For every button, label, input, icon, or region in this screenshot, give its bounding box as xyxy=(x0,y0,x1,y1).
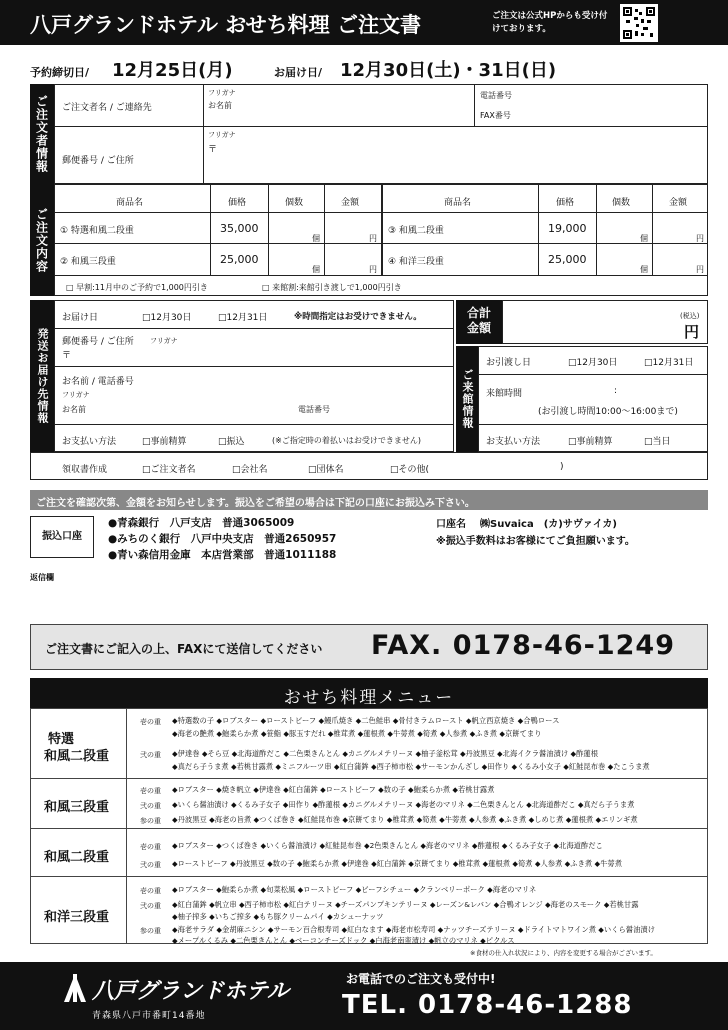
total-label-line1: 合計 xyxy=(466,306,491,320)
receipt-label: 領収書作成 xyxy=(62,465,108,475)
item-2-price: 25,000 xyxy=(220,253,259,266)
menu-set-3-items-2: ◆ローストビーフ ◆丹波黒豆 ◆数の子 ◆鮑柔らか煮 ◆伊達巻 ◆紅白蒲鉾 ◆京餅てまり ◆椎茸煮 ◆蓮根煮 ◆筍煮 ◆人参煮 ◆ふき煮 ◆牛蒡煮 xyxy=(172,859,623,868)
menu-set-1-name2: 和風二段重 xyxy=(44,749,110,764)
item-2-count-unit[interactable]: 個 xyxy=(312,265,320,274)
reply-label: 返信欄 xyxy=(30,573,54,582)
visit-time-label: 来館時間 xyxy=(486,389,523,399)
col-header-name-right: 商品名 xyxy=(444,198,472,208)
visit-time-note: (お引渡し時間10:00〜16:00まで) xyxy=(538,407,678,417)
orderer-furigana: フリガナ xyxy=(208,89,236,97)
menu-note: ※食材の仕入れ状況により、内容を変更する場合がございます。 xyxy=(470,949,657,957)
total-yen-unit: 円 xyxy=(684,323,700,341)
menu-set-2-items-1: ◆ロブスター ◆焼き帆立 ◆伊達巻 ◆紅白蒲鉾 ◆ローストビーフ ◆数の子 ◆鮑柔らか煮 ◆若桃甘露煮 xyxy=(172,785,495,794)
hp-note: ご注文は公式HPからも受け付けております。 xyxy=(492,11,608,34)
menu-set-1-items-2: ◆海老の艶煮 ◆鮑柔らか煮 ◆笹鮨 ◆豚玉すだれ ◆椎茸煮 ◆蓮根煮 ◆牛蒡煮 ◆筍煮 ◆人参煮 ◆ふき煮 ◆京餅てまり xyxy=(172,729,542,738)
delivery-pay-prepay-checkbox[interactable]: □事前精算 xyxy=(142,437,187,447)
orderer-name-label: ご注文者名 / ご連絡先 xyxy=(62,103,152,113)
delivery-date-label: お届け日 xyxy=(62,313,99,323)
hotel-logo-icon xyxy=(62,972,88,1004)
orderer-postal-mark: 〒 xyxy=(208,145,218,155)
visit-handover-label: お引渡し日 xyxy=(486,358,532,368)
visit-section-label: ご来館情報 xyxy=(456,346,478,452)
col-header-price-left: 価格 xyxy=(228,198,247,208)
menu-set-2-items-3: ◆丹波黒豆 ◆海老の旨煮 ◆つくば巻き ◆紅鮭昆布巻 ◆京餅てまり ◆椎茸煮 ◆筍煮 ◆牛蒡煮 ◆人参煮 ◆ふき煮 ◆しめじ煮 ◆蓮根煮 ◆エリンギ煮 xyxy=(172,815,638,824)
menu-set-2-tier-1: 壱の重 xyxy=(140,787,161,795)
header-bar xyxy=(0,0,728,45)
receipt-group-checkbox[interactable]: □団体名 xyxy=(308,465,344,475)
menu-set-1-items-4: ◆真だら子うま煮 ◆若桃甘露煮 ◆ミニフルーツ串 ◆紅白蒲鉾 ◆西子柿市松 ◆サーモンかんざし ◆田作り ◆くるみ小女子 ◆紅鮭昆布巻 ◆たこうま煮 xyxy=(172,762,650,771)
col-header-amount-left: 金額 xyxy=(341,198,360,208)
menu-set-3-name: 和風二段重 xyxy=(44,850,110,865)
orderer-fax-label: FAX番号 xyxy=(480,111,511,120)
item-2-name: ② 和風三段重 xyxy=(60,257,116,267)
item-1-price: 35,000 xyxy=(220,222,259,235)
delivery-value: 12月30日(土)・31日(日) xyxy=(340,60,557,81)
delivery-name-sub: お名前 xyxy=(62,405,86,414)
total-amount-field[interactable] xyxy=(502,300,708,344)
receipt-row xyxy=(30,452,708,480)
orderer-address-label: 郵便番号 / ご住所 xyxy=(62,156,134,166)
item-1-name: ① 特選和風二段重 xyxy=(60,226,134,236)
menu-set-2-items-2: ◆いくら醤油漬け ◆くるみ子女子 ◆田作り ◆酢蓮根 ◆カニグルメテリーヌ ◆海老のマリネ ◆二色栗きんとん ◆北海道酢だこ ◆真だら子うま煮 xyxy=(172,800,635,809)
menu-set-1-name1: 特選 xyxy=(48,732,75,747)
page-title: 八戸グランドホテル おせち料理 ご注文書 xyxy=(30,13,421,37)
menu-set-1-tier-1: 壱の重 xyxy=(140,718,161,726)
qr-code[interactable] xyxy=(620,4,658,42)
total-label-line2: 金額 xyxy=(466,321,491,335)
footer-logo-text: 八戸グランドホテル xyxy=(92,979,289,1004)
visit-pay-prepay-checkbox[interactable]: □事前精算 xyxy=(568,437,613,447)
orderer-name-sub: お名前 xyxy=(208,101,232,110)
menu-set-3-items-1: ◆ロブスター ◆つくば巻き ◆いくら醤油漬け ◆紅鮭昆布巻 ◆2色栗きんとん ◆海老のマリネ ◆酢蓮根 ◆くるみ子女子 ◆北海道酢だこ xyxy=(172,841,603,850)
receipt-other-checkbox[interactable]: □その他( xyxy=(390,465,430,475)
orderer-name-input[interactable] xyxy=(260,96,460,120)
discount-visit-checkbox[interactable]: □ 来館割:来館引き渡しで1,000円引き xyxy=(262,283,402,292)
menu-set-1-tier-2: 弐の重 xyxy=(140,751,161,759)
delivery-label: お届け日/ xyxy=(274,66,323,79)
menu-set-3-tier-2: 弐の重 xyxy=(140,861,161,869)
deadline-value: 12月25日(月) xyxy=(112,60,233,81)
delivery-address-furigana: フリガナ xyxy=(150,337,178,345)
delivery-date-30-checkbox[interactable]: □12月30日 xyxy=(142,313,192,323)
footer-phone-note: お電話でのご注文も受付中! xyxy=(346,972,496,986)
footer-bar xyxy=(0,962,728,1030)
bank-notice-bar xyxy=(30,490,708,510)
menu-set-4-items-1: ◆ロブスター ◆鮑柔らか煮 ◆旬菜松風 ◆ローストビーフ ◆ビーフシチュー ◆クランベリーポーク ◆海老のマリネ xyxy=(172,885,537,894)
total-label xyxy=(456,300,502,344)
menu-set-4-items-4: ◆海老サラダ ◆金胡麻ニシン ◆サーモン百合根寿司 ◆紅白なます ◆海老市松寿司 ◆ナッツチーズテリーヌ ◆ドライトマトワイン煮 ◆いくら醤油漬け xyxy=(172,925,655,934)
delivery-name-label: お名前 / 電話番号 xyxy=(62,377,134,387)
menu-set-2-tier-2: 弐の重 xyxy=(140,802,161,810)
menu-set-3-tier-1: 壱の重 xyxy=(140,843,161,851)
menu-set-2-name: 和風三段重 xyxy=(44,800,110,815)
menu-set-1-items-3: ◆伊達巻 ◆そら豆 ◆北海道酢だこ ◆二色栗きんとん ◆カニグルメテリーヌ ◆柚子釜松茸 ◆丹波黒豆 ◆北海イクラ醤油漬け ◆酢蓮根 xyxy=(172,749,599,758)
delivery-pay-note: (※ご指定時の着払いはお受けできません) xyxy=(272,436,421,445)
item-2-yen-unit[interactable]: 円 xyxy=(369,265,377,274)
bank-holder-label: 口座名 xyxy=(436,519,466,530)
orderer-phone-label: 電話番号 xyxy=(480,91,512,100)
fax-number: FAX. 0178-46-1249 xyxy=(371,630,675,661)
visit-time-colon[interactable]: : xyxy=(614,386,618,396)
delivery-address-label: 郵便番号 / ご住所 xyxy=(62,337,134,347)
delivery-time-note: ※時間指定はお受けできません。 xyxy=(294,312,422,322)
orderer-section-label: ご注文者情報 xyxy=(30,84,54,184)
menu-set-4-tier-1: 壱の重 xyxy=(140,887,161,895)
menu-set-1-items-1: ◆特選数の子 ◆ロブスター ◆ローストビーフ ◆鰻爪焼き ◆二色鮭串 ◆骨付きラムロースト ◆帆立西京焼き ◆合鴨ロース xyxy=(172,716,560,725)
bank-notice: ご注文を確認次第、金額をお知らせします。振込をご希望の場合は下記の口座にお振込み下さい。 xyxy=(36,498,475,509)
menu-title: おせち料理メニュー xyxy=(283,688,455,708)
visit-pay-sameday-checkbox[interactable]: □当日 xyxy=(644,437,671,447)
item-3-yen-unit[interactable]: 円 xyxy=(696,234,704,243)
menu-set-4-items-2: ◆紅白蒲鉾 ◆帆立串 ◆西子柿市松 ◆紅白テリーヌ ◆チーズパンプキンテリーヌ ◆レーズン&レバン ◆合鴨オレンジ ◆海老のスモーク ◆若桃甘露 xyxy=(172,900,639,909)
item-3-price: 19,000 xyxy=(548,222,587,235)
col-header-qty-right: 個数 xyxy=(612,198,631,208)
delivery-name-furigana: フリガナ xyxy=(62,391,90,399)
visit-handover-30-checkbox[interactable]: □12月30日 xyxy=(568,358,618,368)
item-3-name: ③ 和風二段重 xyxy=(388,226,444,236)
bank-account-1: ●青森銀行 八戸支店 普通3065009 xyxy=(108,517,295,529)
delivery-date-31-checkbox[interactable]: □12月31日 xyxy=(218,313,268,323)
bank-label-text: 振込口座 xyxy=(42,531,82,542)
menu-set-4-name: 和洋三段重 xyxy=(44,910,110,925)
col-header-amount-right: 金額 xyxy=(669,198,688,208)
order-section-label: ご注文内容 xyxy=(30,184,54,296)
visit-handover-31-checkbox[interactable]: □12月31日 xyxy=(644,358,694,368)
deadline-label: 予約締切日/ xyxy=(30,66,90,79)
delivery-phone-sub: 電話番号 xyxy=(298,405,330,414)
receipt-company-checkbox[interactable]: □会社名 xyxy=(232,465,268,475)
col-header-name-left: 商品名 xyxy=(116,198,144,208)
visit-pay-label: お支払い方法 xyxy=(486,437,541,447)
total-tax-note: (税込) xyxy=(680,312,700,320)
receipt-other-close: ) xyxy=(560,462,564,472)
footer-address: 青森県八戸市番町14番地 xyxy=(92,1011,206,1021)
delivery-postal-mark: 〒 xyxy=(62,351,72,361)
bank-label xyxy=(30,516,94,558)
menu-set-4-items-5: ◆メープルくるみ ◆二色栗きんとん ◆ベーコンチーズドック ◆白海老南蛮漬け ◆帆立のマリネ ◆ピクルス xyxy=(172,936,515,945)
item-4-count-unit[interactable]: 個 xyxy=(640,265,648,274)
bank-fee-note: ※振込手数料はお客様にてご負担願います。 xyxy=(436,536,635,547)
menu-set-2-tier-3: 参の重 xyxy=(140,817,161,825)
delivery-section-label: 発送お届け先情報 xyxy=(30,300,54,452)
receipt-orderer-checkbox[interactable]: □ご注文者名 xyxy=(142,465,196,475)
bank-account-3: ●青い森信用金庫 本店営業部 普通1011188 xyxy=(108,549,337,561)
col-header-price-right: 価格 xyxy=(556,198,575,208)
bank-holder: ㈱Suvaica (カ)サヴァイカ) xyxy=(480,519,618,530)
item-3-count-unit[interactable]: 個 xyxy=(640,234,648,243)
bank-account-2: ●みちのく銀行 八戸中央支店 普通2650957 xyxy=(108,533,337,545)
delivery-pay-label: お支払い方法 xyxy=(62,437,117,447)
item-1-count-unit[interactable]: 個 xyxy=(312,234,320,243)
discount-early-checkbox[interactable]: □ 早割:11月中のご予約で1,000円引き xyxy=(66,283,208,292)
item-4-price: 25,000 xyxy=(548,253,587,266)
col-header-qty-left: 個数 xyxy=(285,198,304,208)
fax-instruction: ご注文書にご記入の上、FAXにて送信してください xyxy=(45,642,323,656)
menu-set-4-tier-2: 弐の重 xyxy=(140,902,161,910)
footer-tel[interactable]: TEL. 0178-46-1288 xyxy=(342,990,633,1020)
menu-set-4-items-3: ◆柚子搾多 ◆いちご搾多 ◆もち豚クリームパイ ◆カシューナッツ xyxy=(172,912,384,921)
item-1-yen-unit[interactable]: 円 xyxy=(369,234,377,243)
fax-bar xyxy=(30,624,708,670)
delivery-pay-transfer-checkbox[interactable]: □振込 xyxy=(218,437,245,447)
orderer-furigana2: フリガナ xyxy=(208,131,236,139)
item-4-yen-unit[interactable]: 円 xyxy=(696,265,704,274)
menu-title-bar xyxy=(30,678,708,708)
menu-set-4-tier-3: 参の重 xyxy=(140,927,161,935)
item-4-name: ④ 和洋三段重 xyxy=(388,257,444,267)
